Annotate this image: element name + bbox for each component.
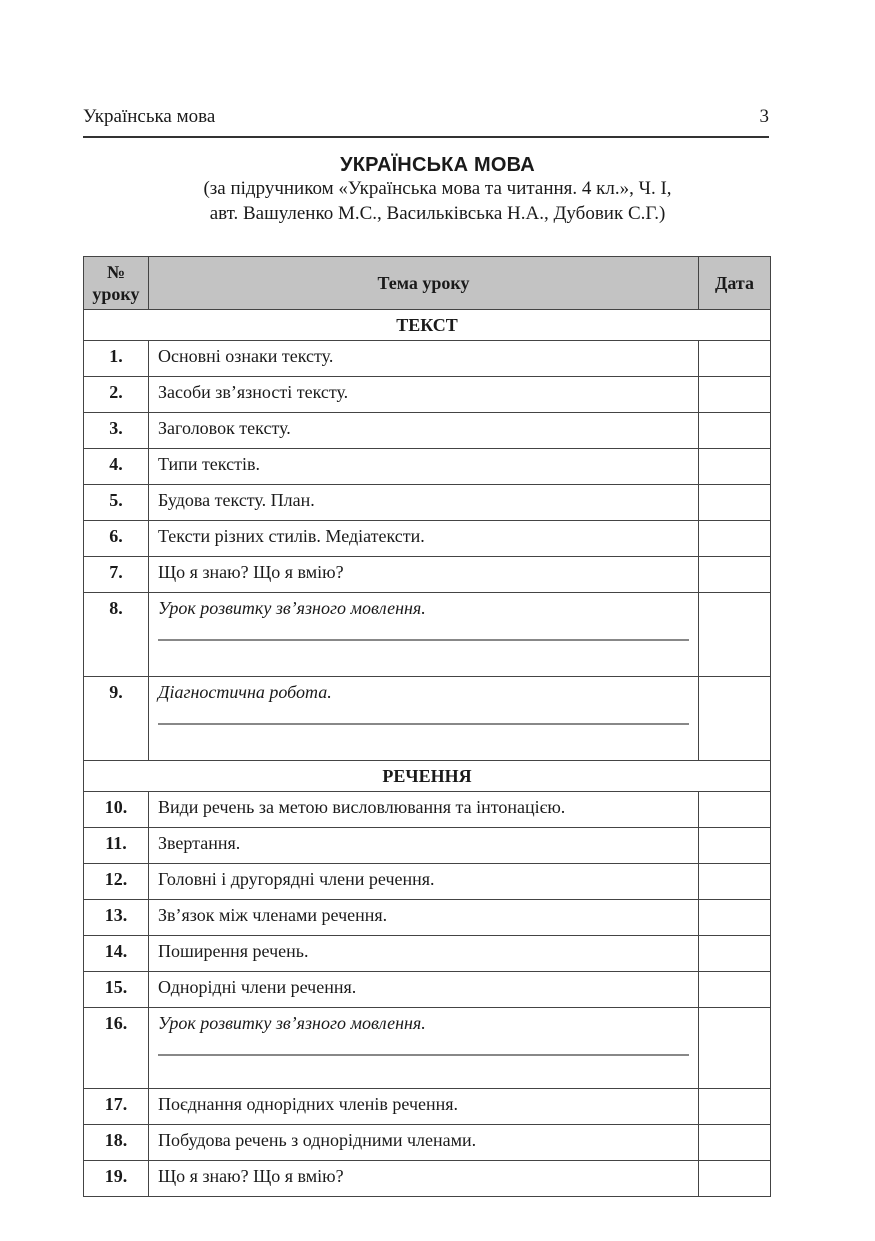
lesson-topic bbox=[149, 449, 699, 485]
lesson-topic bbox=[149, 1125, 699, 1161]
lesson-number: 16. bbox=[84, 1008, 149, 1089]
lesson-topic-text: Урок розвитку зв’язного мовлення. bbox=[158, 598, 426, 618]
table-row bbox=[84, 972, 771, 1008]
date-cell[interactable] bbox=[699, 972, 771, 1008]
table-row bbox=[84, 449, 771, 485]
lesson-number: 15. bbox=[84, 972, 149, 1008]
lesson-number: 12. bbox=[84, 864, 149, 900]
lesson-topic bbox=[149, 1089, 699, 1125]
lesson-topic bbox=[149, 593, 699, 677]
header-rule bbox=[83, 136, 769, 138]
date-cell[interactable] bbox=[699, 936, 771, 972]
date-cell[interactable] bbox=[699, 864, 771, 900]
lesson-topic bbox=[149, 341, 699, 377]
table-row bbox=[84, 1161, 771, 1197]
date-cell[interactable] bbox=[699, 1008, 771, 1089]
lesson-topic-text: Типи текстів. bbox=[158, 454, 260, 474]
lesson-topic-text: Однорідні члени речення. bbox=[158, 977, 357, 997]
date-cell[interactable] bbox=[699, 792, 771, 828]
section-row bbox=[84, 761, 771, 792]
date-cell[interactable] bbox=[699, 485, 771, 521]
running-head bbox=[83, 106, 769, 128]
lesson-topic bbox=[149, 1161, 699, 1197]
page-title: УКРАЇНСЬКА МОВА bbox=[340, 154, 535, 176]
header-number bbox=[84, 257, 149, 310]
date-cell[interactable] bbox=[699, 341, 771, 377]
table-row bbox=[84, 377, 771, 413]
lesson-topic bbox=[149, 377, 699, 413]
date-cell[interactable] bbox=[699, 828, 771, 864]
fill-in-line[interactable] bbox=[158, 723, 689, 725]
lesson-topic-text: Будова тексту. План. bbox=[158, 490, 315, 510]
date-cell[interactable] bbox=[699, 521, 771, 557]
fill-in-line[interactable] bbox=[158, 1054, 689, 1056]
table-row bbox=[84, 792, 771, 828]
lesson-number: 11. bbox=[84, 828, 149, 864]
header-number-symbol: № bbox=[106, 262, 126, 282]
lesson-number: 19. bbox=[84, 1161, 149, 1197]
lesson-topic-text: Що я знаю? Що я вмію? bbox=[158, 562, 344, 582]
header-number-label: уроку bbox=[92, 284, 140, 304]
date-cell[interactable] bbox=[699, 593, 771, 677]
lesson-number: 17. bbox=[84, 1089, 149, 1125]
lesson-topic-text: Урок розвитку зв’язного мовлення. bbox=[158, 1013, 426, 1033]
table-row bbox=[84, 864, 771, 900]
date-cell[interactable] bbox=[699, 677, 771, 761]
table-row bbox=[84, 828, 771, 864]
lesson-topic-text: Зв’язок між членами речення. bbox=[158, 905, 388, 925]
lesson-number: 2. bbox=[84, 377, 149, 413]
table-row bbox=[84, 1125, 771, 1161]
section-title: РЕЧЕННЯ bbox=[84, 761, 771, 792]
lesson-topic-text: Основні ознаки тексту. bbox=[158, 346, 334, 366]
lesson-topic-text: Головні і другорядні члени речення. bbox=[158, 869, 435, 889]
lesson-topic-text: Поєднання однорідних членів речення. bbox=[158, 1094, 459, 1114]
table-row bbox=[84, 677, 771, 761]
header-topic: Тема уроку bbox=[149, 257, 699, 310]
table-row bbox=[84, 341, 771, 377]
lesson-number: 3. bbox=[84, 413, 149, 449]
lesson-topic-text: Види речень за метою висловлювання та інтонацією. bbox=[158, 797, 566, 817]
table-header-row bbox=[84, 257, 771, 310]
lesson-number: 18. bbox=[84, 1125, 149, 1161]
table-row bbox=[84, 1089, 771, 1125]
table-row bbox=[84, 557, 771, 593]
lesson-topic bbox=[149, 900, 699, 936]
lesson-topic bbox=[149, 972, 699, 1008]
date-cell[interactable] bbox=[699, 449, 771, 485]
lesson-topic bbox=[149, 792, 699, 828]
lesson-number: 6. bbox=[84, 521, 149, 557]
table-row bbox=[84, 521, 771, 557]
lesson-topic bbox=[149, 485, 699, 521]
lesson-topic-text: Засоби зв’язності тексту. bbox=[158, 382, 349, 402]
lesson-topic-text: Побудова речень з однорідними членами. bbox=[158, 1130, 477, 1150]
date-cell[interactable] bbox=[699, 1125, 771, 1161]
date-cell[interactable] bbox=[699, 1161, 771, 1197]
lesson-topic bbox=[149, 864, 699, 900]
lesson-table bbox=[83, 256, 771, 1197]
table-row bbox=[84, 1008, 771, 1089]
lesson-topic bbox=[149, 1008, 699, 1089]
lesson-number: 7. bbox=[84, 557, 149, 593]
subtitle-line-1: (за підручником «Українська мова та читання. 4 кл.», Ч. І, bbox=[203, 178, 672, 199]
date-cell[interactable] bbox=[699, 900, 771, 936]
lesson-topic bbox=[149, 936, 699, 972]
date-cell[interactable] bbox=[699, 557, 771, 593]
lesson-topic-text: Заголовок тексту. bbox=[158, 418, 291, 438]
running-head-title: Українська мова bbox=[83, 106, 216, 127]
header-date: Дата bbox=[699, 257, 771, 310]
lesson-topic bbox=[149, 413, 699, 449]
section-title: ТЕКСТ bbox=[84, 310, 771, 341]
lesson-number: 13. bbox=[84, 900, 149, 936]
table-row bbox=[84, 413, 771, 449]
lesson-topic-text: Тексти різних стилів. Медіатексти. bbox=[158, 526, 425, 546]
lesson-number: 14. bbox=[84, 936, 149, 972]
lesson-number: 5. bbox=[84, 485, 149, 521]
lesson-number: 1. bbox=[84, 341, 149, 377]
table-row bbox=[84, 485, 771, 521]
fill-in-line[interactable] bbox=[158, 639, 689, 641]
lesson-topic bbox=[149, 557, 699, 593]
date-cell[interactable] bbox=[699, 377, 771, 413]
table-row bbox=[84, 900, 771, 936]
table-row bbox=[84, 593, 771, 677]
lesson-number: 10. bbox=[84, 792, 149, 828]
lesson-number: 8. bbox=[84, 593, 149, 677]
lesson-topic bbox=[149, 828, 699, 864]
lesson-number: 4. bbox=[84, 449, 149, 485]
page-number: 3 bbox=[759, 106, 769, 127]
date-cell[interactable] bbox=[699, 1089, 771, 1125]
lesson-topic-text: Звертання. bbox=[158, 833, 241, 853]
section-row bbox=[84, 310, 771, 341]
lesson-topic bbox=[149, 521, 699, 557]
subtitle-line-2: авт. Вашуленко М.С., Васильківська Н.А., Дубовик С.Г.) bbox=[209, 203, 666, 224]
lesson-topic-text: Поширення речень. bbox=[158, 941, 309, 961]
table-row bbox=[84, 936, 771, 972]
lesson-topic bbox=[149, 677, 699, 761]
date-cell[interactable] bbox=[699, 413, 771, 449]
lesson-topic-text: Що я знаю? Що я вмію? bbox=[158, 1166, 344, 1186]
lesson-number: 9. bbox=[84, 677, 149, 761]
lesson-topic-text: Діагностична робота. bbox=[158, 682, 332, 702]
